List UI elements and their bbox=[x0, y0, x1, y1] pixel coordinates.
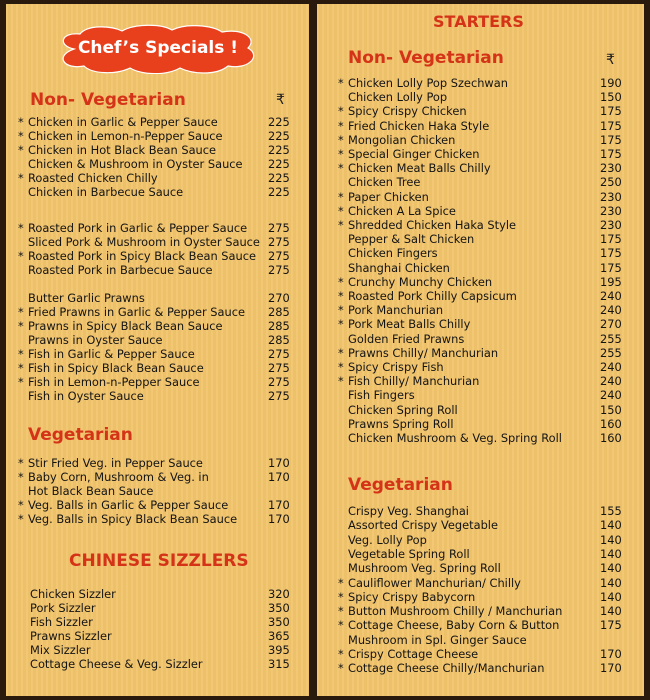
dish-price: 240 bbox=[600, 388, 622, 402]
menu-item-row bbox=[6, 249, 309, 263]
dish-price: 140 bbox=[600, 547, 622, 561]
dish-name: Cauliflower Manchurian/ Chilly bbox=[348, 576, 521, 590]
dish-price: 350 bbox=[268, 601, 290, 615]
dish-name: Mushroom in Spl. Ginger Sauce bbox=[348, 633, 527, 647]
menu-item-row bbox=[317, 431, 644, 445]
dish-price: 240 bbox=[600, 289, 622, 303]
special-marker: * bbox=[338, 661, 344, 675]
left-menu-panel bbox=[6, 4, 309, 696]
menu-item-row bbox=[6, 389, 309, 403]
special-marker: * bbox=[18, 347, 24, 361]
dish-name: Fish in Spicy Black Bean Sauce bbox=[28, 361, 204, 375]
dish-price: 225 bbox=[268, 185, 290, 199]
dish-price: 175 bbox=[600, 147, 622, 161]
right-menu-panel bbox=[317, 4, 644, 696]
dish-price: 275 bbox=[268, 361, 290, 375]
menu-item-row bbox=[317, 518, 644, 532]
dish-name: Chicken in Garlic & Pepper Sauce bbox=[28, 115, 218, 129]
special-marker: * bbox=[338, 360, 344, 374]
special-marker: * bbox=[338, 317, 344, 331]
dish-name: Sliced Pork & Mushroom in Oyster Sauce bbox=[28, 235, 260, 249]
dish-price: 175 bbox=[600, 104, 622, 118]
right-nonveg-heading: Non- Vegetarian bbox=[348, 48, 504, 68]
dish-name: Spicy Crispy Babycorn bbox=[348, 590, 476, 604]
dish-price: 140 bbox=[600, 518, 622, 532]
menu-item-row bbox=[6, 263, 309, 277]
menu-item-row bbox=[317, 218, 644, 232]
dish-name: Shanghai Chicken bbox=[348, 261, 450, 275]
menu-item-row bbox=[6, 484, 309, 498]
dish-price: 250 bbox=[600, 175, 622, 189]
dish-name: Chicken in Hot Black Bean Sauce bbox=[28, 143, 217, 157]
menu-item-row bbox=[6, 157, 309, 171]
dish-name: Vegetable Spring Roll bbox=[348, 547, 470, 561]
dish-price: 160 bbox=[600, 431, 622, 445]
dish-price: 285 bbox=[268, 305, 290, 319]
dish-name: Veg. Lolly Pop bbox=[348, 533, 427, 547]
menu-item-row bbox=[317, 104, 644, 118]
dish-name: Chicken Lolly Pop Szechwan bbox=[348, 76, 508, 90]
dish-price: 140 bbox=[600, 576, 622, 590]
menu-item-row bbox=[317, 533, 644, 547]
left-nonveg-heading: Non- Vegetarian bbox=[30, 90, 186, 110]
dish-price: 140 bbox=[600, 604, 622, 618]
menu-item-row bbox=[317, 504, 644, 518]
dish-name: Fried Prawns in Garlic & Pepper Sauce bbox=[28, 305, 246, 319]
menu-item-row bbox=[317, 374, 644, 388]
dish-name: Golden Fried Prawns bbox=[348, 332, 465, 346]
menu-item-row bbox=[317, 388, 644, 402]
dish-price: 175 bbox=[600, 232, 622, 246]
menu-item-row bbox=[6, 470, 309, 484]
dish-name: Chicken Meat Balls Chilly bbox=[348, 161, 491, 175]
dish-price: 140 bbox=[600, 533, 622, 547]
dish-price: 275 bbox=[268, 389, 290, 403]
menu-item-row bbox=[6, 498, 309, 512]
dish-name: Fish in Oyster Sauce bbox=[28, 389, 144, 403]
menu-item-row bbox=[317, 246, 644, 260]
dish-name: Prawns in Oyster Sauce bbox=[28, 333, 163, 347]
menu-item-row bbox=[6, 129, 309, 143]
dish-price: 275 bbox=[268, 375, 290, 389]
dish-name: Prawns Spring Roll bbox=[348, 417, 454, 431]
menu-item-row bbox=[317, 647, 644, 661]
dish-price: 175 bbox=[600, 119, 622, 133]
menu-item-row bbox=[6, 347, 309, 361]
dish-price: 285 bbox=[268, 319, 290, 333]
dish-name: Fish Chilly/ Manchurian bbox=[348, 374, 480, 388]
dish-name: Mix Sizzler bbox=[30, 643, 91, 657]
menu-item-row bbox=[6, 185, 309, 199]
dish-price: 240 bbox=[600, 303, 622, 317]
menu-item-row bbox=[317, 119, 644, 133]
menu-item-row bbox=[317, 76, 644, 90]
dish-name: Button Mushroom Chilly / Manchurian bbox=[348, 604, 563, 618]
dish-name: Chicken A La Spice bbox=[348, 204, 456, 218]
special-marker: * bbox=[338, 133, 344, 147]
dish-name: Crispy Veg. Shanghai bbox=[348, 504, 469, 518]
dish-price: 240 bbox=[600, 360, 622, 374]
dish-name: Roasted Pork in Garlic & Pepper Sauce bbox=[28, 221, 248, 235]
dish-price: 170 bbox=[268, 470, 290, 484]
dish-name: Mongolian Chicken bbox=[348, 133, 456, 147]
dish-price: 395 bbox=[268, 643, 290, 657]
menu-item-row bbox=[6, 629, 309, 643]
special-marker: * bbox=[18, 305, 24, 319]
menu-item-row bbox=[317, 633, 644, 647]
dish-name: Fish in Lemon-n-Pepper Sauce bbox=[28, 375, 200, 389]
dish-name: Pork Meat Balls Chilly bbox=[348, 317, 471, 331]
menu-item-row bbox=[6, 115, 309, 129]
menu-item-row bbox=[6, 587, 309, 601]
menu-item-row bbox=[317, 604, 644, 618]
dish-name: Butter Garlic Prawns bbox=[28, 291, 145, 305]
special-marker: * bbox=[338, 604, 344, 618]
dish-price: 270 bbox=[268, 291, 290, 305]
dish-price: 275 bbox=[268, 235, 290, 249]
menu-item-row bbox=[6, 456, 309, 470]
dish-price: 275 bbox=[268, 221, 290, 235]
dish-name: Veg. Balls in Garlic & Pepper Sauce bbox=[28, 498, 229, 512]
special-marker: * bbox=[18, 361, 24, 375]
dish-price: 275 bbox=[268, 249, 290, 263]
menu-item-row bbox=[6, 601, 309, 615]
dish-price: 320 bbox=[268, 587, 290, 601]
menu-item-row bbox=[317, 161, 644, 175]
menu-item-row bbox=[317, 360, 644, 374]
menu-item-row bbox=[6, 291, 309, 305]
dish-name: Chicken Mushroom & Veg. Spring Roll bbox=[348, 431, 562, 445]
dish-price: 225 bbox=[268, 129, 290, 143]
dish-name: Roasted Pork in Spicy Black Bean Sauce bbox=[28, 249, 256, 263]
dish-price: 230 bbox=[600, 204, 622, 218]
dish-price: 170 bbox=[600, 661, 622, 675]
dish-name: Hot Black Bean Sauce bbox=[28, 484, 154, 498]
dish-price: 230 bbox=[600, 190, 622, 204]
dish-name: Pork Sizzler bbox=[30, 601, 96, 615]
dish-price: 175 bbox=[600, 133, 622, 147]
menu-item-row bbox=[6, 361, 309, 375]
dish-price: 240 bbox=[600, 374, 622, 388]
dish-price: 275 bbox=[268, 263, 290, 277]
dish-price: 140 bbox=[600, 561, 622, 575]
menu-item-row bbox=[317, 303, 644, 317]
special-marker: * bbox=[18, 456, 24, 470]
special-marker: * bbox=[18, 221, 24, 235]
dish-price: 365 bbox=[268, 629, 290, 643]
dish-name: Chicken Fingers bbox=[348, 246, 438, 260]
dish-price: 225 bbox=[268, 143, 290, 157]
dish-price: 255 bbox=[600, 346, 622, 360]
dish-price: 175 bbox=[600, 261, 622, 275]
menu-item-row bbox=[317, 317, 644, 331]
dish-name: Prawns Chilly/ Manchurian bbox=[348, 346, 499, 360]
dish-name: Cottage Cheese, Baby Corn & Button bbox=[348, 618, 560, 632]
special-marker: * bbox=[338, 147, 344, 161]
dish-name: Stir Fried Veg. in Pepper Sauce bbox=[28, 456, 203, 470]
menu-item-row bbox=[317, 547, 644, 561]
right-rupee-symbol: ₹ bbox=[606, 52, 615, 68]
dish-name: Fish Sizzler bbox=[30, 615, 93, 629]
dish-price: 190 bbox=[600, 76, 622, 90]
dish-price: 225 bbox=[268, 171, 290, 185]
menu-item-row bbox=[6, 375, 309, 389]
dish-name: Chicken Spring Roll bbox=[348, 403, 458, 417]
dish-name: Roasted Pork Chilly Capsicum bbox=[348, 289, 517, 303]
dish-price: 170 bbox=[600, 647, 622, 661]
special-marker: * bbox=[18, 171, 24, 185]
starters-heading: STARTERS bbox=[433, 12, 524, 31]
dish-price: 150 bbox=[600, 90, 622, 104]
dish-price: 255 bbox=[600, 332, 622, 346]
menu-item-row bbox=[317, 661, 644, 675]
menu-item-row bbox=[6, 235, 309, 249]
dish-name: Fish in Garlic & Pepper Sauce bbox=[28, 347, 195, 361]
special-marker: * bbox=[338, 374, 344, 388]
special-marker: * bbox=[338, 647, 344, 661]
badge-text: Chef’s Specials ! bbox=[77, 38, 239, 58]
special-marker: * bbox=[18, 249, 24, 263]
dish-name: Roasted Pork in Barbecue Sauce bbox=[28, 263, 213, 277]
dish-price: 285 bbox=[268, 333, 290, 347]
special-marker: * bbox=[338, 275, 344, 289]
menu-item-row bbox=[317, 232, 644, 246]
dish-price: 170 bbox=[268, 512, 290, 526]
dish-name: Crispy Cottage Cheese bbox=[348, 647, 479, 661]
dish-price: 160 bbox=[600, 417, 622, 431]
menu-item-row bbox=[317, 576, 644, 590]
dish-name: Chicken in Lemon-n-Pepper Sauce bbox=[28, 129, 223, 143]
menu-item-row bbox=[6, 319, 309, 333]
special-marker: * bbox=[18, 143, 24, 157]
chefs-specials-badge bbox=[52, 24, 264, 74]
dish-name: Mushroom Veg. Spring Roll bbox=[348, 561, 501, 575]
special-marker: * bbox=[338, 618, 344, 632]
menu-item-row bbox=[317, 275, 644, 289]
menu-item-row bbox=[6, 657, 309, 671]
dish-name: Prawns Sizzler bbox=[30, 629, 112, 643]
special-marker: * bbox=[338, 204, 344, 218]
menu-item-row bbox=[317, 133, 644, 147]
dish-name: Pepper & Salt Chicken bbox=[348, 232, 475, 246]
menu-item-row bbox=[317, 147, 644, 161]
left-veg-heading: Vegetarian bbox=[28, 425, 133, 445]
dish-name: Prawns in Spicy Black Bean Sauce bbox=[28, 319, 223, 333]
dish-name: Crunchy Munchy Chicken bbox=[348, 275, 493, 289]
menu-item-row bbox=[6, 333, 309, 347]
menu-item-row bbox=[317, 204, 644, 218]
special-marker: * bbox=[338, 289, 344, 303]
chinese-sizzlers-heading: CHINESE SIZZLERS bbox=[69, 551, 249, 571]
right-veg-heading: Vegetarian bbox=[348, 475, 453, 495]
menu-item-row bbox=[317, 90, 644, 104]
special-marker: * bbox=[338, 576, 344, 590]
dish-name: Chicken Tree bbox=[348, 175, 421, 189]
menu-item-row bbox=[6, 615, 309, 629]
special-marker: * bbox=[338, 190, 344, 204]
menu-item-row bbox=[317, 332, 644, 346]
special-marker: * bbox=[18, 498, 24, 512]
special-marker: * bbox=[18, 319, 24, 333]
dish-name: Cottage Cheese Chilly/Manchurian bbox=[348, 661, 545, 675]
special-marker: * bbox=[338, 119, 344, 133]
dish-name: Chicken Sizzler bbox=[30, 587, 116, 601]
special-marker: * bbox=[338, 590, 344, 604]
left-rupee-symbol: ₹ bbox=[276, 92, 285, 108]
dish-name: Fish Fingers bbox=[348, 388, 415, 402]
dish-price: 155 bbox=[600, 504, 622, 518]
dish-price: 175 bbox=[600, 246, 622, 260]
dish-name: Assorted Crispy Vegetable bbox=[348, 518, 498, 532]
dish-price: 350 bbox=[268, 615, 290, 629]
menu-item-row bbox=[6, 512, 309, 526]
menu-item-row bbox=[317, 561, 644, 575]
menu-item-row bbox=[6, 143, 309, 157]
menu-item-row bbox=[317, 346, 644, 360]
menu-item-row bbox=[317, 417, 644, 431]
special-marker: * bbox=[338, 303, 344, 317]
special-marker: * bbox=[18, 129, 24, 143]
dish-name: Shredded Chicken Haka Style bbox=[348, 218, 516, 232]
menu-item-row bbox=[317, 618, 644, 632]
dish-name: Spicy Crispy Chicken bbox=[348, 104, 467, 118]
special-marker: * bbox=[18, 375, 24, 389]
menu-item-row bbox=[6, 171, 309, 185]
dish-name: Spicy Crispy Fish bbox=[348, 360, 444, 374]
dish-name: Pork Manchurian bbox=[348, 303, 444, 317]
dish-name: Fried Chicken Haka Style bbox=[348, 119, 490, 133]
special-marker: * bbox=[338, 346, 344, 360]
dish-name: Roasted Chicken Chilly bbox=[28, 171, 158, 185]
menu-item-row bbox=[6, 643, 309, 657]
dish-price: 170 bbox=[268, 498, 290, 512]
dish-price: 225 bbox=[268, 157, 290, 171]
dish-price: 195 bbox=[600, 275, 622, 289]
menu-item-row bbox=[317, 175, 644, 189]
dish-name: Cottage Cheese & Veg. Sizzler bbox=[30, 657, 203, 671]
dish-price: 270 bbox=[600, 317, 622, 331]
special-marker: * bbox=[338, 218, 344, 232]
dish-price: 150 bbox=[600, 403, 622, 417]
menu-item-row bbox=[317, 261, 644, 275]
dish-price: 140 bbox=[600, 590, 622, 604]
menu-item-row bbox=[6, 221, 309, 235]
dish-name: Veg. Balls in Spicy Black Bean Sauce bbox=[28, 512, 238, 526]
dish-price: 175 bbox=[600, 618, 622, 632]
dish-name: Chicken Lolly Pop bbox=[348, 90, 448, 104]
menu-item-row bbox=[317, 289, 644, 303]
dish-price: 225 bbox=[268, 115, 290, 129]
dish-price: 230 bbox=[600, 218, 622, 232]
dish-price: 275 bbox=[268, 347, 290, 361]
dish-name: Chicken & Mushroom in Oyster Sauce bbox=[28, 157, 243, 171]
dish-price: 230 bbox=[600, 161, 622, 175]
menu-item-row bbox=[317, 190, 644, 204]
menu-item-row bbox=[317, 403, 644, 417]
dish-name: Chicken in Barbecue Sauce bbox=[28, 185, 184, 199]
dish-price: 170 bbox=[268, 456, 290, 470]
dish-name: Paper Chicken bbox=[348, 190, 429, 204]
special-marker: * bbox=[338, 161, 344, 175]
special-marker: * bbox=[338, 104, 344, 118]
menu-item-row bbox=[6, 305, 309, 319]
dish-name: Baby Corn, Mushroom & Veg. in bbox=[28, 470, 209, 484]
special-marker: * bbox=[18, 115, 24, 129]
special-marker: * bbox=[18, 512, 24, 526]
special-marker: * bbox=[18, 470, 24, 484]
menu-item-row bbox=[317, 590, 644, 604]
dish-price: 315 bbox=[268, 657, 290, 671]
special-marker: * bbox=[338, 76, 344, 90]
dish-name: Special Ginger Chicken bbox=[348, 147, 480, 161]
